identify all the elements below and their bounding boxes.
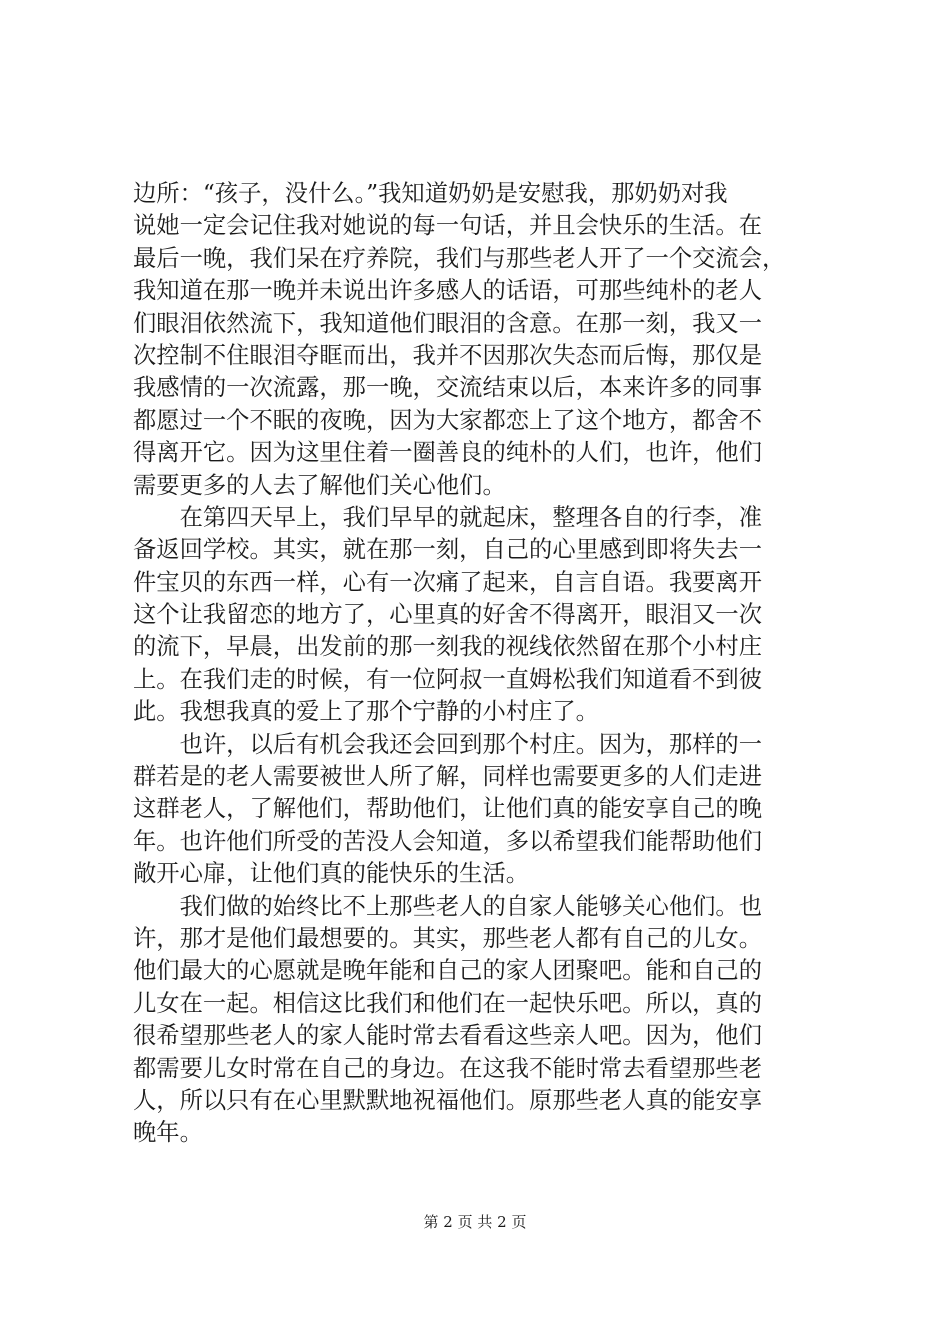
text-line: 边所：“孩子，没什么。”我知道奶奶是安慰我，那奶奶对我 <box>133 180 728 207</box>
text-line: 次控制不住眼泪夺眶而出，我并不因那次失态而后悔，那仅是 <box>133 341 763 369</box>
text-line: 晚年。 <box>133 1119 203 1147</box>
text-line: 都需要儿女时常在自己的身边。在这我不能时常去看望那些老 <box>133 1054 763 1082</box>
text-line: 备返回学校。其实，就在那一刻，自己的心里感到即将失去一 <box>133 536 763 564</box>
text-line: 都愿过一个不眠的夜晚，因为大家都恋上了这个地方，都舍不 <box>133 406 763 434</box>
text-line: 我们做的始终比不上那些老人的自家人能够关心他们。也 <box>133 892 763 920</box>
text-line: 儿女在一起。相信这比我们和他们在一起快乐吧。所以，真的 <box>133 989 763 1017</box>
text-line: 说她一定会记住我对她说的每一句话，并且会快乐的生活。在 <box>133 212 763 240</box>
text-line: 也许，以后有机会我还会回到那个村庄。因为，那样的一 <box>133 730 763 758</box>
text-line: 年。也许他们所受的苦没人会知道，多以希望我们能帮助他们 <box>133 827 763 855</box>
text-line: 许，那才是他们最想要的。其实，那些老人都有自己的儿女。 <box>133 924 763 952</box>
text-line: 得离开它。因为这里住着一圈善良的纯朴的人们，也许，他们 <box>133 439 763 467</box>
text-line: 这个让我留恋的地方了，心里真的好舍不得离开，眼泪又一次 <box>133 601 763 629</box>
text-line: 群若是的老人需要被世人所了解，同样也需要更多的人们走进 <box>133 763 763 791</box>
page-number-footer: 第 2 页 共 2 页 <box>423 1213 527 1231</box>
text-line: 他们最大的心愿就是晚年能和自己的家人团聚吧。能和自己的 <box>133 957 763 985</box>
text-line: 此。我想我真的爱上了那个宁静的小村庄了。 <box>133 698 599 726</box>
text-line: 上。在我们走的时候，有一位阿叔一直姆松我们知道看不到彼 <box>133 665 763 693</box>
text-line: 很希望那些老人的家人能时常去看看这些亲人吧。因为，他们 <box>133 1022 763 1050</box>
text-line: 我感情的一次流露，那一晚，交流结束以后，本来许多的同事 <box>133 374 763 402</box>
body-text <box>133 178 833 1150</box>
text-line: 我知道在那一晚并未说出许多感人的话语，可那些纯朴的老人 <box>133 277 763 305</box>
text-line: 在第四天早上，我们早早的就起床，整理各自的行李，准 <box>133 503 763 531</box>
text-line: 敞开心扉，让他们真的能快乐的生活。 <box>133 860 530 888</box>
text-line: 人，所以只有在心里默默地祝福他们。原那些老人真的能安享 <box>133 1086 763 1114</box>
text-line: 们眼泪依然流下，我知道他们眼泪的含意。在那一刻，我又一 <box>133 309 763 337</box>
text-line: 的流下，早晨，出发前的那一刻我的视线依然留在那个小村庄 <box>133 633 763 661</box>
text-line: 件宝贝的东西一样，心有一次痛了起来，自言自语。我要离开 <box>133 568 763 596</box>
text-line: 这群老人，了解他们，帮助他们，让他们真的能安享自己的晚 <box>133 795 763 823</box>
text-line: 需要更多的人去了解他们关心他们。 <box>133 471 506 499</box>
text-line: 最后一晚，我们呆在疗养院，我们与那些老人开了一个交流会， <box>133 244 786 272</box>
